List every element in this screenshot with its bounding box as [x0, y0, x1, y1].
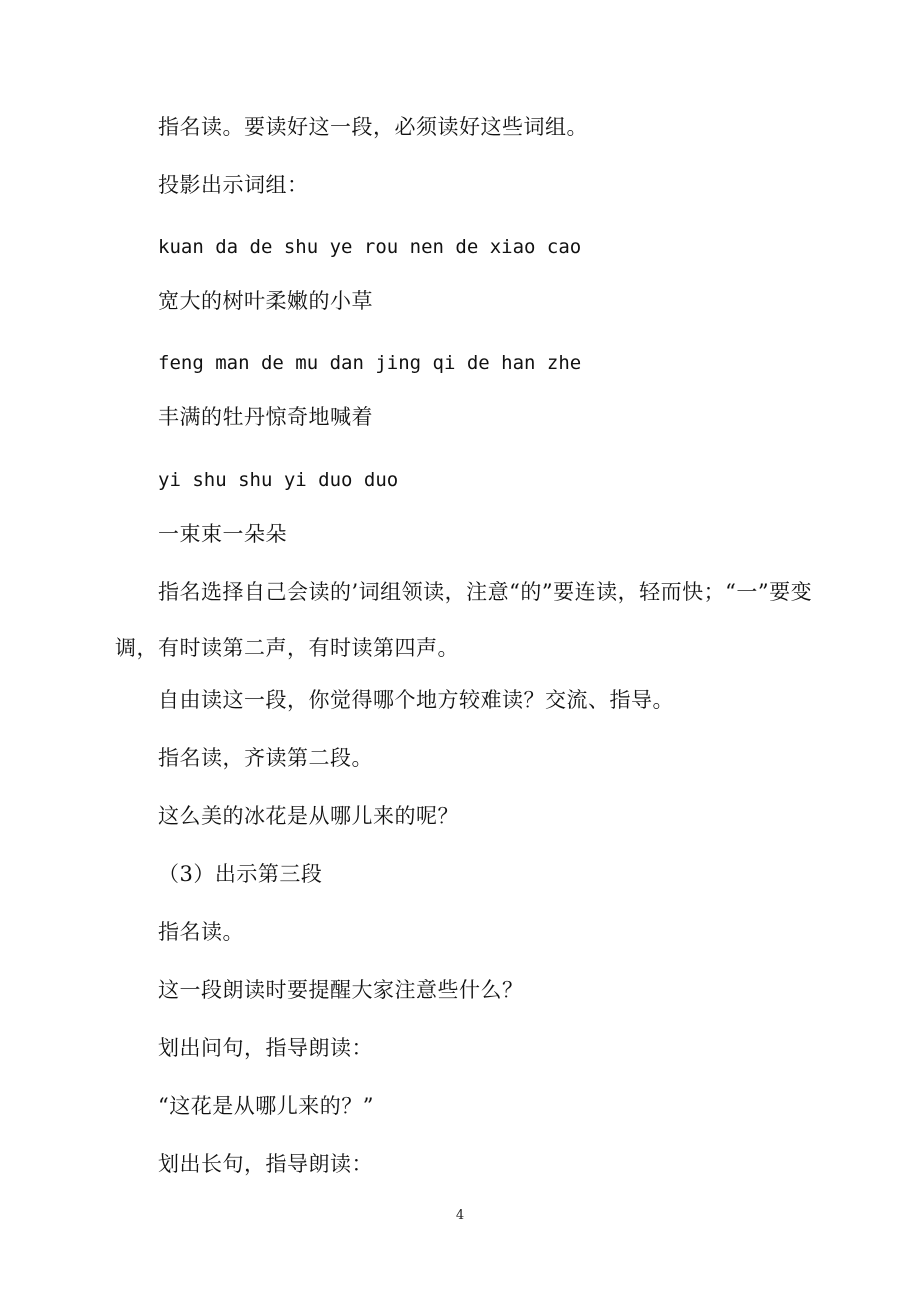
paragraph-instruction: 指名选择自己会读的’词组领读，注意“的”要连读，轻而快；“一”要变调，有时读第二声，有时读第四声。: [115, 580, 813, 660]
pinyin-line-1: kuan da de shu ye rou nen de xiao cao: [158, 236, 582, 258]
text-line-12: “这花是从哪儿来的？”: [158, 1094, 374, 1118]
text-line-13: 划出长句，指导朗读：: [158, 1152, 373, 1176]
text-line-5: 一束束一朵朵: [158, 522, 287, 546]
section-heading: （3）出示第三段: [158, 862, 323, 886]
page-number: 4: [455, 1208, 465, 1223]
text-line-9: 指名读。: [158, 920, 244, 944]
pinyin-line-3: yi shu shu yi duo duo: [158, 469, 399, 491]
text-line-3: 宽大的树叶柔嫩的小草: [158, 289, 373, 313]
text-line-11: 划出问句，指导朗读：: [158, 1036, 373, 1060]
text-line-4: 丰满的牡丹惊奇地喊着: [158, 405, 373, 429]
text-line-1: 指名读。要读好这一段，必须读好这些词组。: [158, 115, 588, 139]
text-line-7: 指名读，齐读第二段。: [158, 746, 373, 770]
pinyin-line-2: feng man de mu dan jing qi de han zhe: [158, 352, 582, 374]
text-line-2: 投影出示词组：: [158, 173, 309, 197]
text-line-6: 自由读这一段，你觉得哪个地方较难读？交流、指导。: [158, 688, 674, 712]
text-line-10: 这一段朗读时要提醒大家注意些什么？: [158, 978, 524, 1002]
text-line-8: 这么美的冰花是从哪儿来的呢？: [158, 804, 459, 828]
